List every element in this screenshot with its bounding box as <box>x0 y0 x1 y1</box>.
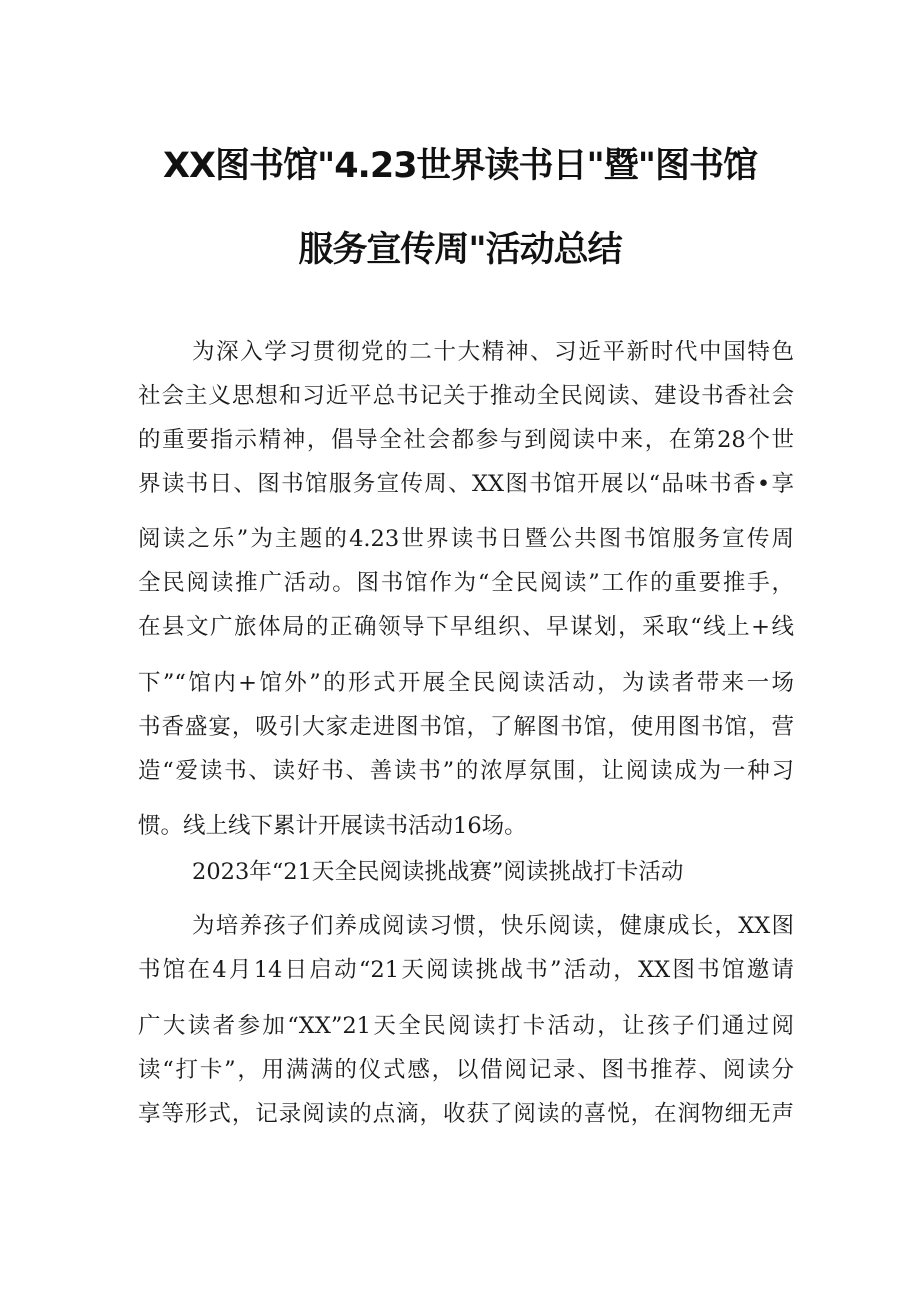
paragraph-1-line: 书香盛宴，吸引大家走进图书馆，了解图书馆，使用图书馆，营 <box>138 714 794 740</box>
paragraph-1-line: 全民阅读推广活动。图书馆作为“全民阅读”工作的重要推手， <box>138 570 794 596</box>
paragraph-1-line: 界读书日、图书馆服务宣传周、XX图书馆开展以“品味书香•享 <box>138 471 794 497</box>
document-title-line-1: XX图书馆"4.23世界读书日"暨"图书馆 <box>162 146 758 186</box>
document-title-line-2: 服务宣传周"活动总结 <box>298 230 622 270</box>
paragraph-2-line: 享等形式，记录阅读的点滴，收获了阅读的喜悦，在润物细无声 <box>138 1101 794 1127</box>
paragraph-2-line: 广大读者参加“XX”21天全民阅读打卡活动，让孩子们通过阅 <box>138 1013 794 1039</box>
section-heading: 2023年“21天全民阅读挑战赛”阅读挑战打卡活动 <box>192 859 684 885</box>
paragraph-1-line: 的重要指示精神，倡导全社会都参与到阅读中来，在第28个世 <box>138 427 794 453</box>
paragraph-2-line: 书馆在4月14日启动“21天阅读挑战书”活动，XX图书馆邀请 <box>138 957 794 983</box>
paragraph-1-line: 阅读之乐”为主题的4.23世界读书日暨公共图书馆服务宣传周 <box>138 526 794 552</box>
paragraph-1-line: 下”“馆内+馆外”的形式开展全民阅读活动，为读者带来一场 <box>138 670 794 696</box>
paragraph-1-line: 社会主义思想和习近平总书记关于推动全民阅读、建设书香社会 <box>138 383 794 409</box>
paragraph-1-line: 为深入学习贯彻党的二十大精神、习近平新时代中国特色 <box>192 339 794 365</box>
paragraph-1-line: 惯。线上线下累计开展读书活动16场。 <box>138 813 527 839</box>
paragraph-1-line: 在县文广旅体局的正确领导下早组织、早谋划，采取“线上+线 <box>138 614 794 640</box>
paragraph-2-line: 为培养孩子们养成阅读习惯，快乐阅读，健康成长，XX图 <box>192 913 794 939</box>
paragraph-1-line: 造“爱读书、读好书、善读书”的浓厚氛围，让阅读成为一种习 <box>138 758 794 784</box>
paragraph-2-line: 读“打卡”，用满满的仪式感，以借阅记录、图书推荐、阅读分 <box>138 1057 794 1083</box>
